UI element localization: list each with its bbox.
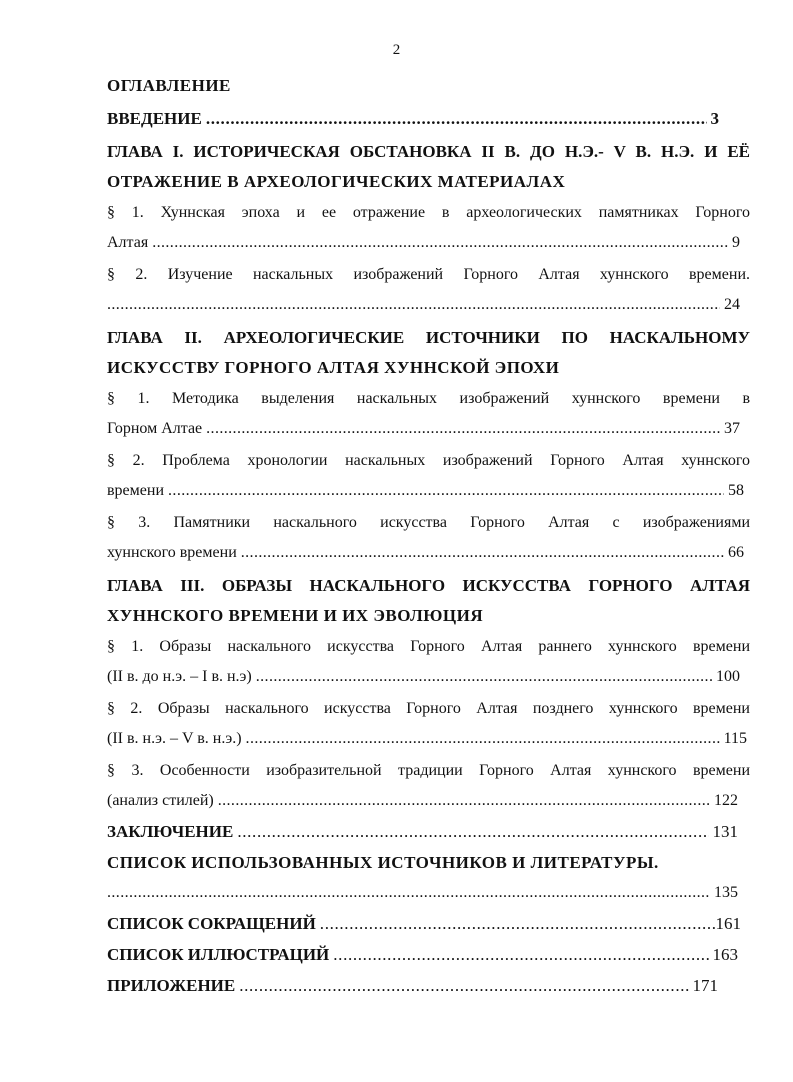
- ch2-section-3-line1[interactable]: § 3. Памятники наскального искусства Горного Алтая с изображениями: [107, 514, 750, 531]
- toc-page-number: 161: [715, 914, 741, 933]
- toc-entry-ch2-s3[interactable]: [107, 544, 744, 562]
- ch2-section-2-line1[interactable]: § 2. Проблема хронологии наскальных изображений Горного Алтая хуннского: [107, 452, 750, 469]
- ch1-section-1-line1[interactable]: § 1. Хуннская эпоха и ее отражение в археологических памятниках Горного: [107, 204, 750, 221]
- toc-entry-abbreviations[interactable]: [107, 914, 741, 934]
- toc-page-number: 115: [723, 730, 747, 747]
- toc-entry-label: СПИСОК СОКРАЩЕНИЙ: [107, 914, 316, 933]
- toc-page-number: 163: [712, 945, 738, 964]
- toc-entry-label: (II в. до н.э. – I в. н.э): [107, 668, 252, 685]
- toc-page-number: 66: [728, 544, 744, 561]
- toc-entry-intro[interactable]: [107, 109, 719, 129]
- ch1-section-2-line1[interactable]: § 2. Изучение наскальных изображений Горного Алтая хуннского времени.: [107, 266, 750, 283]
- leader-dots: [218, 792, 710, 810]
- leader-dots: [206, 109, 707, 129]
- leader-dots: [241, 544, 724, 562]
- leader-dots: [168, 482, 724, 500]
- leader-dots: [107, 884, 710, 902]
- toc-entry-label: хуннского времени: [107, 544, 237, 561]
- toc-page-number: 135: [714, 884, 738, 901]
- toc-entry-label: СПИСОК ИЛЛЮСТРАЦИЙ: [107, 945, 330, 964]
- toc-page-number: 9: [732, 234, 740, 251]
- leader-dots: [237, 822, 708, 842]
- toc-entry-sources-label[interactable]: СПИСОК ИСПОЛЬЗОВАННЫХ ИСТОЧНИКОВ И ЛИТЕРАТУРЫ.: [107, 853, 659, 872]
- chapter-1-title-line2[interactable]: ОТРАЖЕНИЕ В АРХЕОЛОГИЧЕСКИХ МАТЕРИАЛАХ: [107, 172, 566, 191]
- page-number: 2: [392, 42, 401, 58]
- toc-page-number: 37: [724, 420, 740, 437]
- chapter-1-title-line1[interactable]: ГЛАВА I. ИСТОРИЧЕСКАЯ ОБСТАНОВКА II В. ДО Н.Э.- V В. Н.Э. И ЕЁ: [107, 142, 750, 161]
- toc-entry-ch2-s1[interactable]: [107, 420, 740, 438]
- leader-dots: [152, 234, 728, 252]
- toc-page-number: 24: [724, 296, 740, 313]
- chapter-3-title-line2[interactable]: ХУННСКОГО ВРЕМЕНИ И ИХ ЭВОЛЮЦИЯ: [107, 606, 484, 625]
- toc-page-number: 122: [714, 792, 738, 809]
- toc-page-number: 58: [728, 482, 744, 499]
- leader-dots: [206, 420, 720, 438]
- chapter-2-title-line2[interactable]: ИСКУССТВУ ГОРНОГО АЛТАЯ ХУННСКОЙ ЭПОХИ: [107, 358, 560, 377]
- toc-entry-label: времени: [107, 482, 165, 499]
- leader-dots: [239, 976, 688, 996]
- toc-page-number: 131: [712, 822, 738, 841]
- toc-entry-label: Горном Алтае: [107, 420, 203, 437]
- toc-entry-ch3-s1[interactable]: [107, 668, 740, 686]
- toc-entry-label: (II в. н.э. – V в. н.э.): [107, 730, 242, 747]
- toc-entry-label: Алтая: [107, 234, 149, 251]
- toc-entry-illustrations[interactable]: [107, 945, 738, 965]
- leader-dots: [256, 668, 712, 686]
- leader-dots: [107, 296, 720, 314]
- leader-dots: [246, 730, 720, 748]
- chapter-3-title-line1[interactable]: ГЛАВА III. ОБРАЗЫ НАСКАЛЬНОГО ИСКУССТВА ГОРНОГО АЛТАЯ: [107, 576, 750, 595]
- toc-page-number: 3: [710, 109, 719, 128]
- toc-page-number: 171: [692, 976, 718, 995]
- toc-entry-label: ПРИЛОЖЕНИЕ: [107, 976, 236, 995]
- toc-entry-appendix[interactable]: [107, 976, 718, 996]
- toc-title: ОГЛАВЛЕНИЕ: [107, 76, 231, 95]
- ch3-section-2-line1[interactable]: § 2. Образы наскального искусства Горного Алтая позднего хуннского времени: [107, 700, 750, 717]
- toc-entry-label: ЗАКЛЮЧЕНИЕ: [107, 822, 234, 841]
- toc-entry-conclusion[interactable]: [107, 822, 738, 842]
- toc-entry-label: (анализ стилей): [107, 792, 214, 809]
- toc-page-number: 100: [716, 668, 740, 685]
- ch3-section-3-line1[interactable]: § 3. Особенности изобразительной традиции Горного Алтая хуннского времени: [107, 762, 750, 779]
- toc-entry-ch3-s3[interactable]: [107, 792, 738, 810]
- toc-entry-ch2-s2[interactable]: [107, 482, 744, 500]
- ch3-section-1-line1[interactable]: § 1. Образы наскального искусства Горного Алтая раннего хуннского времени: [107, 638, 750, 655]
- chapter-2-title-line1[interactable]: ГЛАВА II. АРХЕОЛОГИЧЕСКИЕ ИСТОЧНИКИ ПО НАСКАЛЬНОМУ: [107, 328, 750, 347]
- toc-entry-label: ВВЕДЕНИЕ: [107, 109, 202, 128]
- leader-dots: [320, 914, 716, 934]
- toc-entry-ch1-s1[interactable]: [107, 234, 740, 252]
- ch2-section-1-line1[interactable]: § 1. Методика выделения наскальных изображений хуннского времени в: [107, 390, 750, 407]
- toc-entry-ch3-s2[interactable]: [107, 730, 747, 748]
- toc-entry-sources[interactable]: [107, 884, 738, 902]
- leader-dots: [333, 945, 708, 965]
- toc-entry-ch1-s2[interactable]: [107, 296, 740, 314]
